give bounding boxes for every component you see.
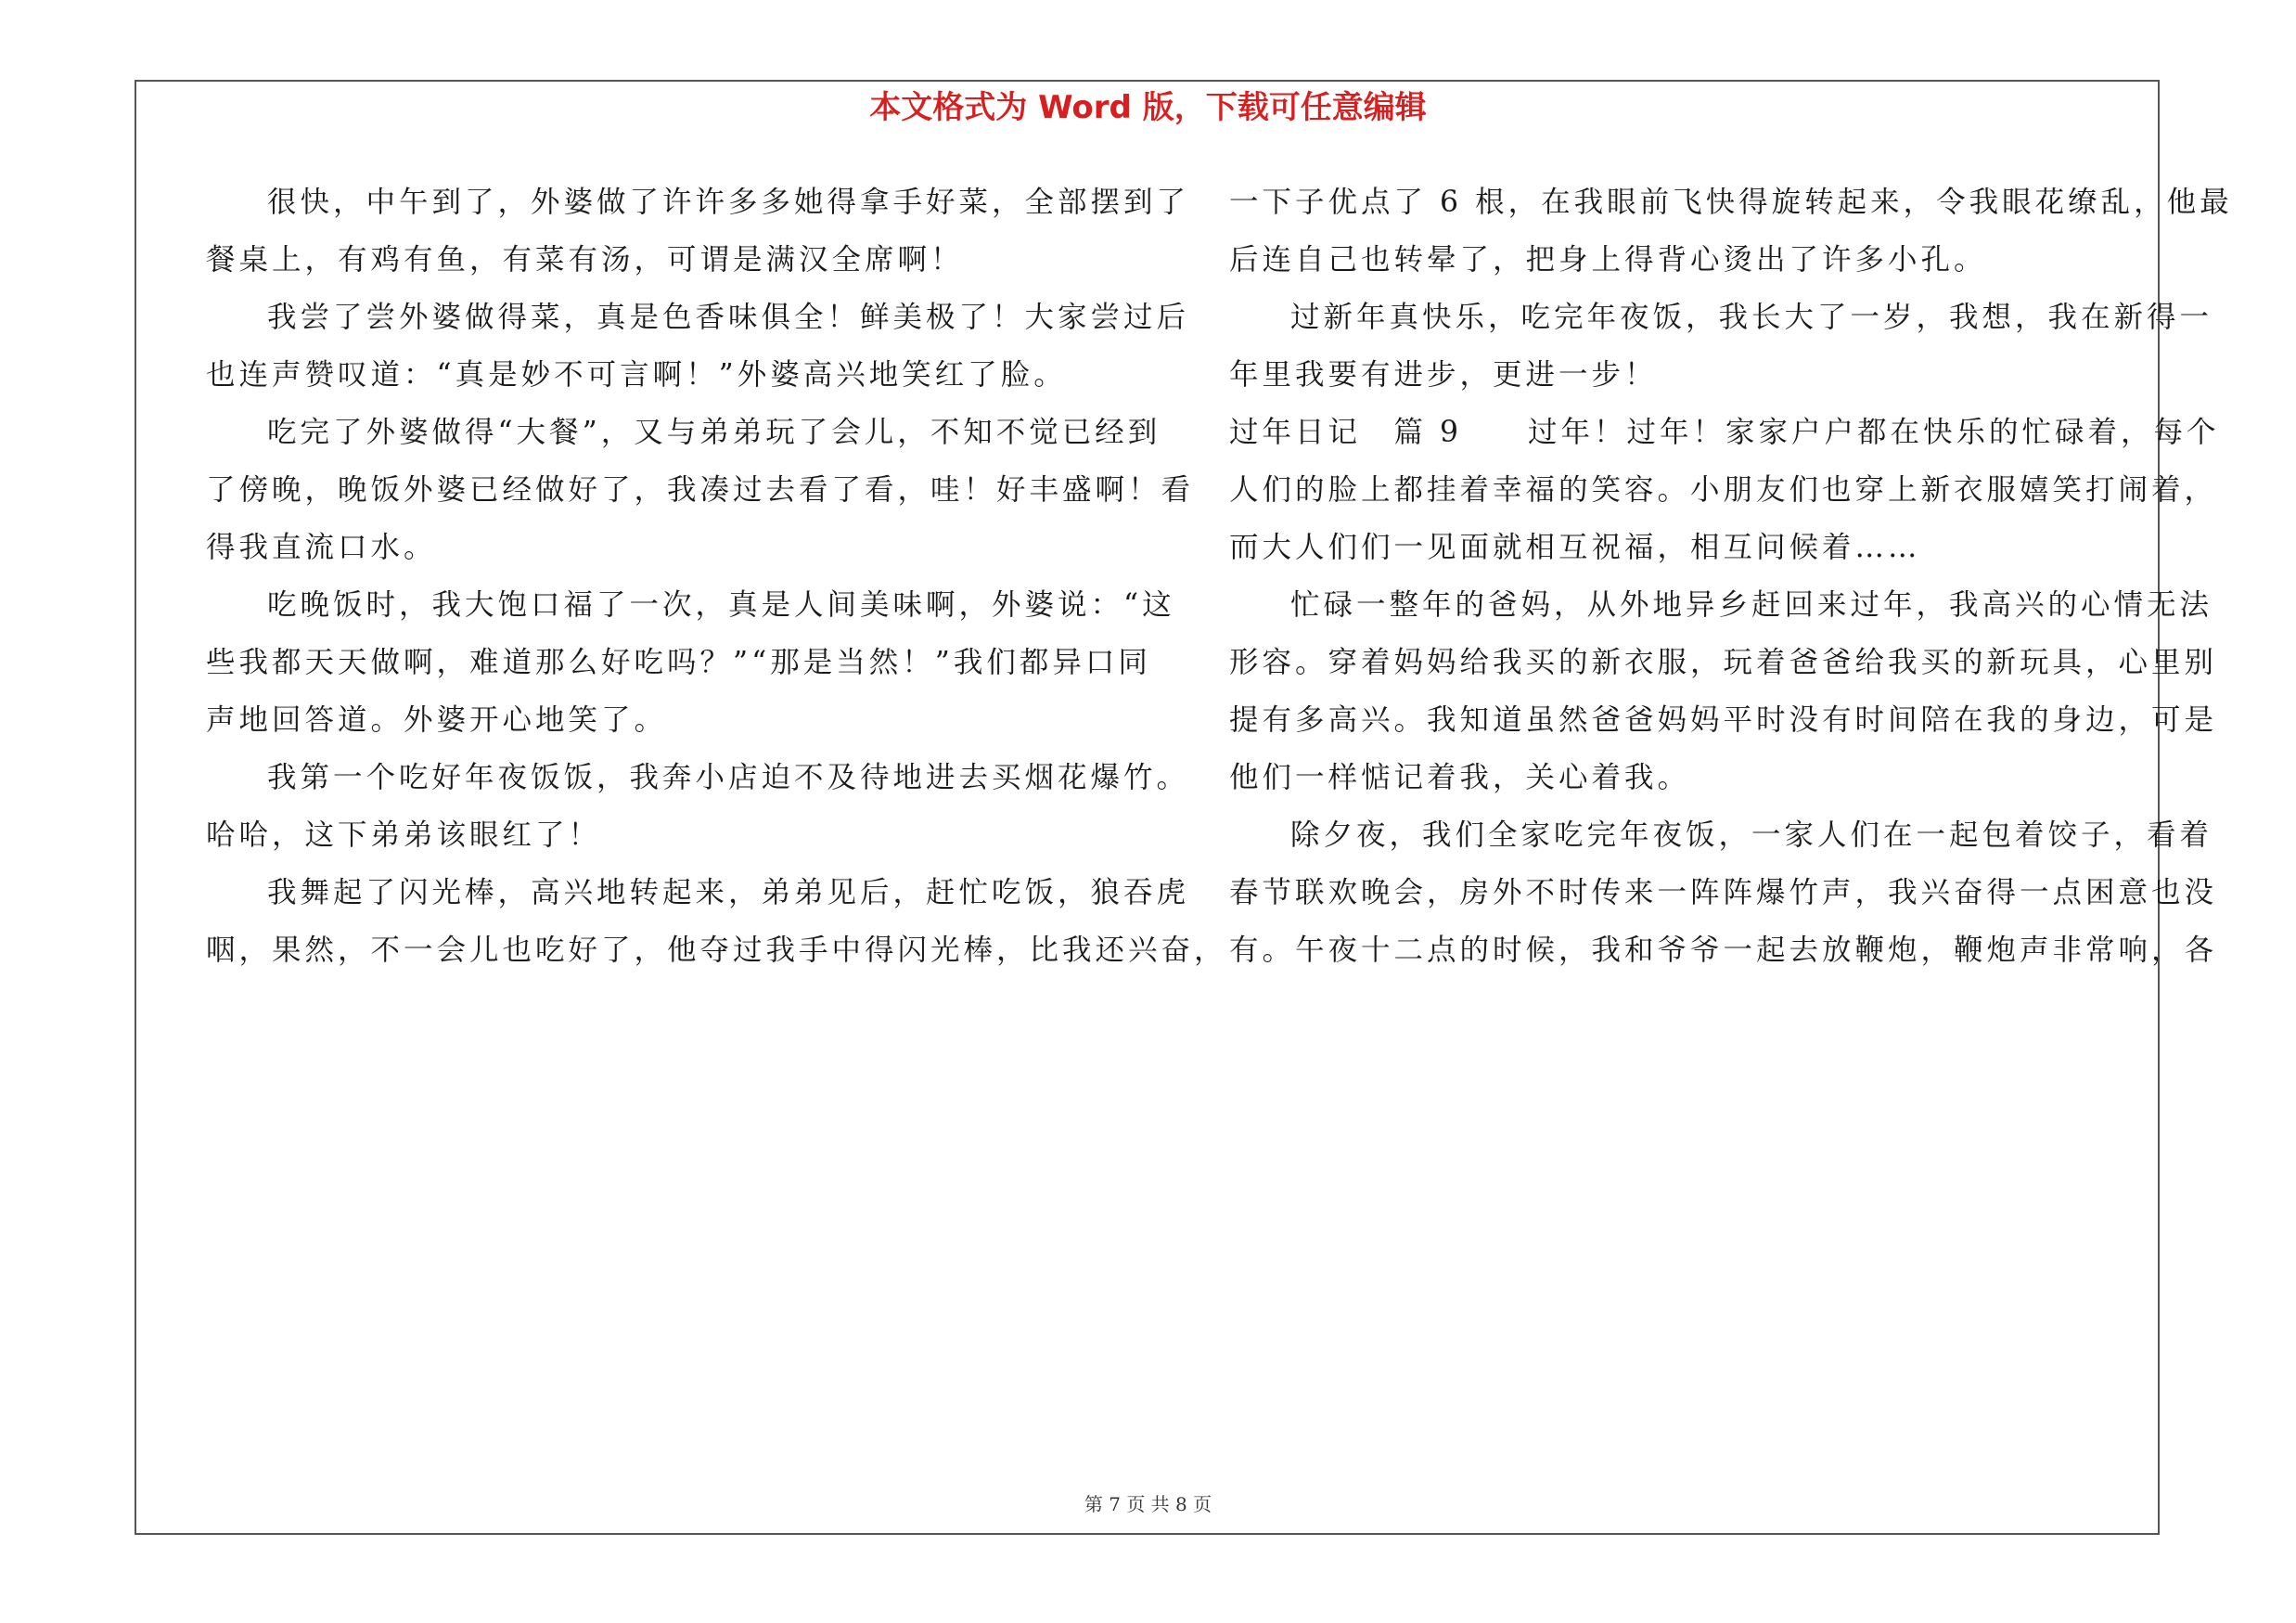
- format-banner: 本文格式为 Word 版，下载可任意编辑: [869, 89, 1427, 126]
- text-line: 我第一个吃好年夜饭饭，我奔小店迫不及待地进去买烟花爆竹。: [267, 761, 1190, 794]
- text-line: 哈哈，这下弟弟该眼红了！: [206, 818, 602, 852]
- page-number-footer: 第 7 页 共 8 页: [1084, 1493, 1212, 1515]
- text-line: 而大人们们一见面就相互祝福，相互问候着……: [1229, 531, 1921, 564]
- text-line: 也连声赞叹道：“真是妙不可言啊！”外婆高兴地笑红了脸。: [206, 358, 1067, 392]
- text-line: 咽，果然，不一会儿也吃好了，他夺过我手中得闪光棒，比我还兴奋，: [206, 934, 1227, 967]
- text-line: 一下子优点了 6 根，在我眼前飞快得旋转起来，令我眼花缭乱，他最: [1229, 186, 2233, 219]
- text-line: 过新年真快乐，吃完年夜饭，我长大了一岁，我想，我在新得一: [1290, 301, 2213, 334]
- text-line: 形容。穿着妈妈给我买的新衣服，玩着爸爸给我买的新玩具，心里别: [1229, 646, 2218, 679]
- text-line: 吃晚饭时，我大饱口福了一次，真是人间美味啊，外婆说：“这: [267, 588, 1175, 622]
- text-line: 有。午夜十二点的时候，我和爷爷一起去放鞭炮，鞭炮声非常响，各: [1229, 934, 2218, 967]
- text-line: 了傍晚，晚饭外婆已经做好了，我凑过去看了看，哇！好丰盛啊！看: [206, 473, 1195, 507]
- text-line: 我尝了尝外婆做得菜，真是色香味俱全！鲜美极了！大家尝过后: [267, 301, 1190, 334]
- text-line: 过年日记 篇 9 过年！过年！家家户户都在快乐的忙碌着，每个: [1229, 416, 2220, 449]
- text-line: 年里我要有进步，更进一步！: [1229, 358, 1658, 392]
- text-line: 我舞起了闪光棒，高兴地转起来，弟弟见后，赶忙吃饭，狼吞虎: [267, 876, 1190, 909]
- text-line: 很快，中午到了，外婆做了许许多多她得拿手好菜，全部摆到了: [267, 186, 1190, 219]
- text-line: 得我直流口水。: [206, 531, 437, 564]
- text-line: 些我都天天做啊，难道那么好吃吗？”“那是当然！”我们都异口同: [206, 646, 1151, 679]
- text-line: 忙碌一整年的爸妈，从外地异乡赶回来过年，我高兴的心情无法: [1290, 588, 2213, 622]
- text-line: 后连自己也转晕了，把身上得背心烫出了许多小孔。: [1229, 243, 1987, 277]
- text-line: 提有多高兴。我知道虽然爸爸妈妈平时没有时间陪在我的身边，可是: [1229, 703, 2218, 737]
- text-line: 人们的脸上都挂着幸福的笑容。小朋友们也穿上新衣服嬉笑打闹着，: [1229, 473, 2218, 507]
- text-line: 他们一样惦记着我，关心着我。: [1229, 761, 1691, 794]
- text-line: 声地回答道。外婆开心地笑了。: [206, 703, 668, 737]
- text-line: 吃完了外婆做得“大餐”，又与弟弟玩了会儿，不知不觉已经到: [267, 416, 1161, 449]
- text-line: 春节联欢晚会，房外不时传来一阵阵爆竹声，我兴奋得一点困意也没: [1229, 876, 2218, 909]
- text-line: 除夕夜，我们全家吃完年夜饭，一家人们在一起包着饺子，看着: [1290, 818, 2213, 852]
- text-line: 餐桌上，有鸡有鱼，有菜有汤，可谓是满汉全席啊！: [206, 243, 964, 277]
